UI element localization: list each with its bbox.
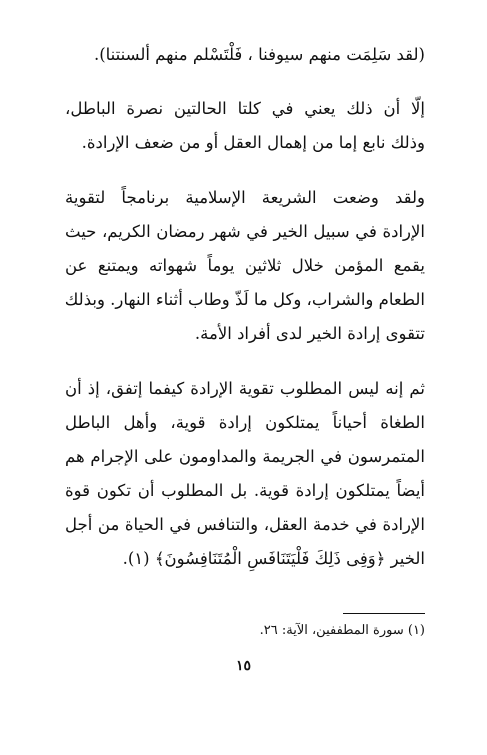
- paragraph-2: [65, 92, 425, 160]
- text-line: المتمرسون في الجريمة والمداومون على الإجرام هم: [65, 447, 425, 466]
- footnote-separator: [343, 613, 425, 614]
- text-line: إلّا أن ذلك يعني في كلتا الحالتين نصرة الباطل،: [65, 99, 425, 118]
- text-line: الخير ﴿وَفِى ذَلِكَ فَلْيَتَنَافَسِ الْمُتَنَافِسُونَ﴾ (١).: [122, 549, 425, 568]
- paragraph-1: [65, 38, 425, 72]
- text-line: وذلك نابع إما من إهمال العقل أو من ضعف الإرادة.: [81, 133, 425, 152]
- text-line: الإرادة في خدمة العقل، والتنافس في الحياة من أجل: [65, 515, 425, 534]
- text-line: (لقد سَلِمَت منهم سيوفنا ، فَلْتَسْلم منهم ألسنتنا).: [93, 45, 425, 64]
- text-line: الطعام والشراب، وكل ما لَذّ وطاب أثناء النهار. وبذلك: [65, 290, 425, 309]
- paragraph-4: [65, 372, 425, 576]
- text-line: الإرادة في سبيل الخير في شهر رمضان الكريم، حيث: [65, 222, 425, 241]
- text-line: أيضاً يمتلكون إرادة قوية. بل المطلوب أن تكون قوة: [65, 481, 425, 500]
- text-line: ثم إنه ليس المطلوب تقوية الإرادة كيفما إتفق، إذ أن: [65, 379, 425, 398]
- text-line: الطغاة أحياناً يمتلكون إرادة قوية، وأهل الباطل: [65, 413, 425, 432]
- footnote: (١) سورة المطففين، الآية: ٢٦.: [259, 623, 425, 638]
- text-line: يقمع المؤمن خلال ثلاثين يوماً شهواته ويمتنع عن: [65, 256, 425, 275]
- paragraph-3: [65, 181, 425, 351]
- text-line: ولقد وضعت الشريعة الإسلامية برنامجاً لتقوية: [65, 188, 425, 207]
- text-line: تتقوى إرادة الخير لدى أفراد الأمة.: [194, 324, 425, 343]
- page-number: ١٥: [235, 658, 252, 674]
